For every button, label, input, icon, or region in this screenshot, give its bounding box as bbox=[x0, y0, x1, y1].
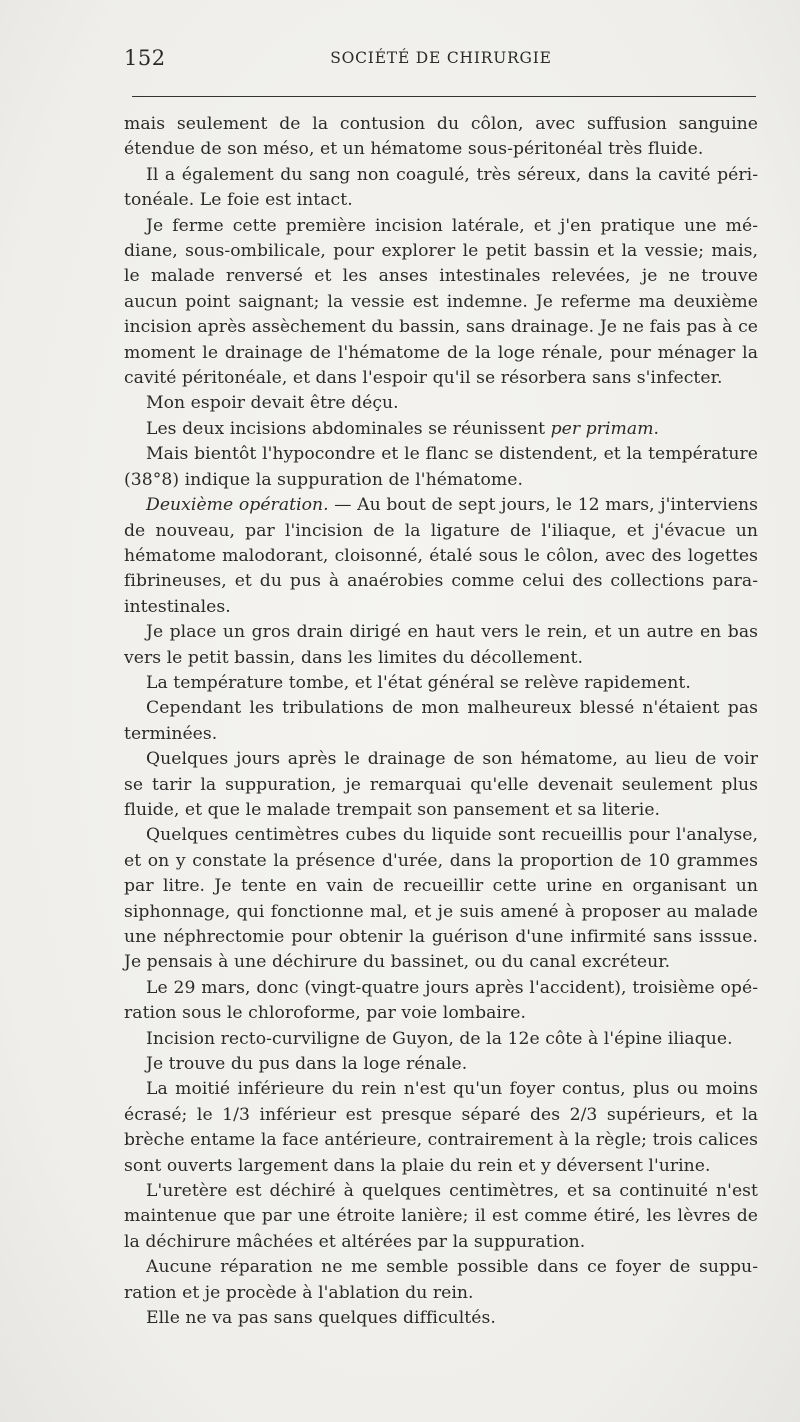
paragraph: Deuxième opération. — Au bout de sept jours, le 12 mars, j'interviens de nouveau, par l'incision de la ligature de l'iliaque, et j'évacue un hématome malodorant, cloisonné, étalé sous le côlon, avec des logettes fibrineuses, et du pus à anaérobies comme celui des collections paraintestinales. bbox=[124, 495, 758, 617]
paragraph: Je place un gros drain dirigé en haut vers le rein, et un autre en bas vers le petit bassin, dans les limites du décollement. bbox=[124, 622, 758, 668]
paragraph: Cependant les tribulations de mon malheureux blessé n'étaient pas terminées. bbox=[124, 698, 758, 744]
body-text bbox=[124, 112, 758, 1332]
paragraph: La température tombe, et l'état général se relève rapidement. bbox=[146, 672, 691, 693]
paragraph: Quelques jours après le drainage de son hématome, au lieu de voir se tarir la suppuration, je remarquai qu'elle devenait seulement plus fluide, et que le malade trempait son pansement et sa literie. bbox=[124, 749, 758, 820]
running-title: SOCIÉTÉ DE CHIRURGIE bbox=[330, 49, 552, 67]
paragraph: L'uretère est déchiré à quelques centimètres, et sa continuité n'est maintenue que par une étroite lanière; il est comme étiré, les lèvres de la déchirure mâchées et altérées par la suppuration. bbox=[124, 1181, 758, 1252]
paragraph: Incision recto-curviligne de Guyon, de la 12e côte à l'épine iliaque. bbox=[146, 1028, 733, 1049]
paragraph: Le 29 mars, donc (vingt-quatre jours après l'accident), troisième opération sous le chloroforme, par voie lombaire. bbox=[124, 977, 758, 1024]
paragraph: Les deux incisions abdominales se réunissent per primam. bbox=[146, 418, 660, 439]
section-label: Deuxième opération. bbox=[146, 495, 329, 516]
header-rule bbox=[132, 96, 756, 97]
paragraph: Je trouve du pus dans la loge rénale. bbox=[146, 1054, 468, 1075]
italic-phrase: per primam bbox=[550, 418, 654, 439]
paragraph: Aucune réparation ne me semble possible dans ce foyer de suppuration et je procède à l'ablation du rein. bbox=[124, 1257, 758, 1303]
paragraph: Il a également du sang non coagulé, très séreux, dans la cavité péritonéale. Le foie est intact. bbox=[124, 164, 758, 211]
page-header bbox=[124, 46, 758, 76]
paragraph: Mon espoir devait être déçu. bbox=[146, 393, 399, 414]
paragraph: Je ferme cette première incision latérale, et j'en pratique une médiane, sous-ombilicale, pour explorer le petit bassin et la vessie; mais, le malade renversé et les anses intestinales relevées, je ne trouve aucun point saignant; la vessie est indemne. Je referme ma deuxième incision après assèchement du bassin, sans drainage. Je ne fais pas à ce moment le drainage de l'hématome de la loge rénale, pour ménager la cavité péritonéale, et dans l'espoir qu'il se résorbera sans s'infecter. bbox=[124, 215, 758, 389]
paragraph: Elle ne va pas sans quelques difficultés. bbox=[146, 1308, 496, 1329]
paragraph: Quelques centimètres cubes du liquide sont recueillis pour l'analyse, et on y constate la présence d'urée, dans la proportion de 10 grammes par litre. Je tente en vain de recueillir cette urine en organisant un siphonnage, qui fonctionne mal, et je suis amené à proposer au malade une néphrectomie pour obtenir la guérison d'une infirmité sans isssue. Je pensais à une déchirure du bassinet, ou du canal excréteur. bbox=[124, 825, 758, 973]
page-number: 152 bbox=[124, 46, 166, 70]
paragraph: mais seulement de la contusion du côlon, avec suffusion sanguine étendue de son méso, et un hématome sous-péritonéal très fluide. bbox=[124, 114, 758, 160]
paragraph: La moitié inférieure du rein n'est qu'un foyer contus, plus ou moins écrasé; le 1/3 inférieur est presque séparé des 2/3 supérieurs, et la brèche entame la face antérieure, contrairement à la règle; trois calices sont ouverts largement dans la plaie du rein et y déversent l'urine. bbox=[124, 1079, 758, 1176]
paragraph: Mais bientôt l'hypocondre et le flanc se distendent, et la température (38°8) indique la suppuration de l'hématome. bbox=[124, 444, 758, 490]
